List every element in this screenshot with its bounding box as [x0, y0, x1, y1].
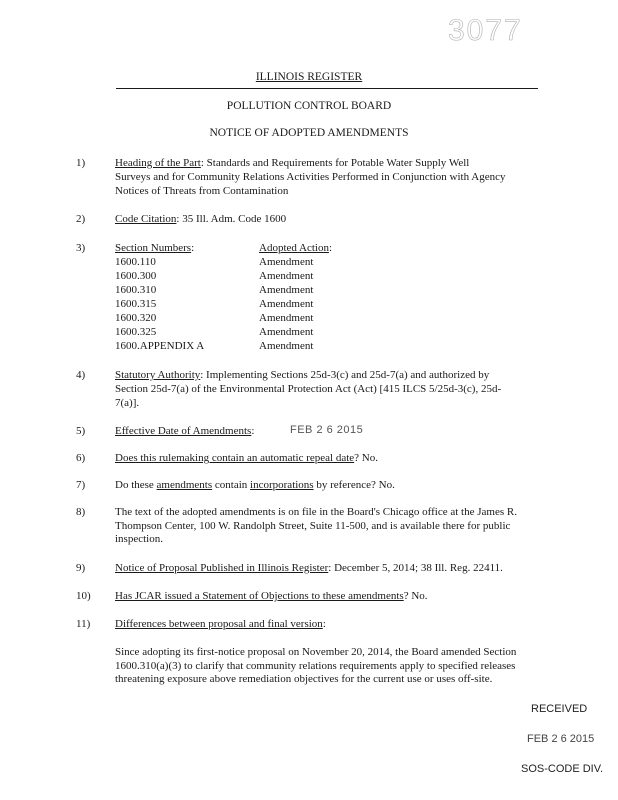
item-11-number: 11)	[76, 618, 91, 630]
section-row-5: 1600.320	[115, 312, 157, 324]
item-7-post: by reference? No.	[313, 479, 395, 491]
item-7-amendments: amendments	[156, 479, 213, 491]
action-row-3: Amendment	[259, 284, 314, 296]
item-1-line-1	[115, 157, 469, 169]
section-row-2: 1600.300	[115, 270, 157, 282]
section-row-7: 1600.APPENDIX A	[115, 340, 205, 352]
item-6-number: 6)	[76, 452, 86, 464]
action-row-4: Amendment	[259, 298, 314, 310]
item-4-label: Statutory Authority	[115, 369, 201, 381]
item-10-line	[115, 590, 428, 602]
effective-date-stamp: FEB 2 6 2015	[290, 424, 364, 436]
action-row-5: Amendment	[259, 312, 314, 324]
received-stamp-date: FEB 2 6 2015	[527, 733, 595, 745]
item-1-number: 1)	[76, 157, 86, 169]
adopted-action-label: Adopted Action	[259, 242, 329, 254]
item-11-text: Since adopting its first-notice proposal on November 20, 2014, the Board amended Section 1600.310(a)(3) to clarify that community relations requirements apply to specified releases threatening exposure above remediation objectives for the current use or uses off-site.	[115, 646, 517, 685]
item-6-value: ? No.	[354, 452, 378, 464]
item-4-line-1	[115, 369, 489, 381]
item-5-line	[115, 425, 254, 437]
section-row-4: 1600.315	[115, 298, 157, 310]
item-5-label: Effective Date of Amendments	[115, 425, 252, 437]
item-1-label: Heading of the Part	[115, 157, 201, 169]
item-4-number: 4)	[76, 369, 86, 381]
section-row-1: 1600.110	[115, 256, 156, 268]
item-7-mid: contain	[212, 479, 251, 491]
item-8-text: The text of the adopted amendments is on file in the Board's Chicago office at the James R. Thompson Center, 100 W. Randolph Street, Suite 11-500, and is available there for public inspection.	[115, 506, 517, 545]
item-5-number: 5)	[76, 425, 86, 437]
action-row-2: Amendment	[259, 270, 314, 282]
section-row-3: 1600.310	[115, 284, 157, 296]
item-9-number: 9)	[76, 562, 86, 574]
item-10-value: ? No.	[403, 590, 428, 602]
item-9-line	[115, 562, 503, 574]
action-row-6: Amendment	[259, 326, 314, 338]
item-11-colon: :	[322, 618, 326, 630]
section-numbers-colon: :	[191, 242, 195, 254]
item-10-number: 10)	[76, 590, 91, 602]
item-11-line	[115, 618, 326, 630]
item-6-label: Does this rulemaking contain an automatic repeal date	[115, 452, 355, 464]
item-2-label: Code Citation	[115, 213, 177, 225]
item-4-line-2: Section 25d-7(a) of the Environmental Protection Act (Act) [415 ILCS 5/25d-3(c), 25d-	[115, 383, 502, 395]
item-1-line-2: Surveys and for Community Relations Activities Performed in Conjunction with Agency	[115, 171, 506, 183]
item-9-value: : December 5, 2014; 38 Ill. Reg. 22411.	[328, 562, 503, 574]
action-row-7: Amendment	[259, 340, 314, 352]
header-rule	[116, 88, 538, 89]
item-7-pre: Do these	[115, 479, 157, 491]
item-5-colon: :	[251, 425, 255, 437]
item-3-number: 3)	[76, 242, 86, 254]
item-11-label: Differences between proposal and final version	[115, 618, 323, 630]
item-6-line	[115, 452, 378, 464]
item-1-line-3: Notices of Threats from Contamination	[115, 185, 289, 197]
received-stamp-label: RECEIVED	[531, 703, 588, 715]
item-4-line-3: 7(a)].	[115, 397, 140, 409]
item-1-text: : Standards and Requirements for Potable Water Supply Well	[200, 157, 470, 169]
item-9-label: Notice of Proposal Published in Illinois Register	[115, 562, 329, 574]
item-4-text: : Implementing Sections 25d-3(c) and 25d-7(a) and authorized by	[200, 369, 490, 381]
item-2-number: 2)	[76, 213, 86, 225]
adopted-action-header	[259, 242, 332, 254]
page-number-mark: 3077	[448, 14, 523, 47]
section-numbers-label: Section Numbers	[115, 242, 192, 254]
adopted-action-colon: :	[328, 242, 333, 254]
section-row-6: 1600.325	[115, 326, 157, 338]
item-10-label: Has JCAR issued a Statement of Objections to these amendments	[115, 590, 404, 602]
item-8-number: 8)	[76, 506, 86, 518]
action-row-1: Amendment	[259, 256, 314, 268]
item-7-incorporations: incorporations	[250, 479, 314, 491]
notice-title: NOTICE OF ADOPTED AMENDMENTS	[209, 127, 409, 139]
register-title: ILLINOIS REGISTER	[255, 71, 363, 83]
item-7-number: 7)	[76, 479, 86, 491]
item-2-line	[115, 213, 286, 225]
item-2-value: : 35 Ill. Adm. Code 1600	[176, 213, 287, 225]
received-stamp-office: SOS-CODE DIV.	[521, 763, 604, 775]
item-7-line	[115, 479, 395, 491]
board-title: POLLUTION CONTROL BOARD	[226, 100, 392, 112]
section-numbers-header	[115, 242, 194, 254]
